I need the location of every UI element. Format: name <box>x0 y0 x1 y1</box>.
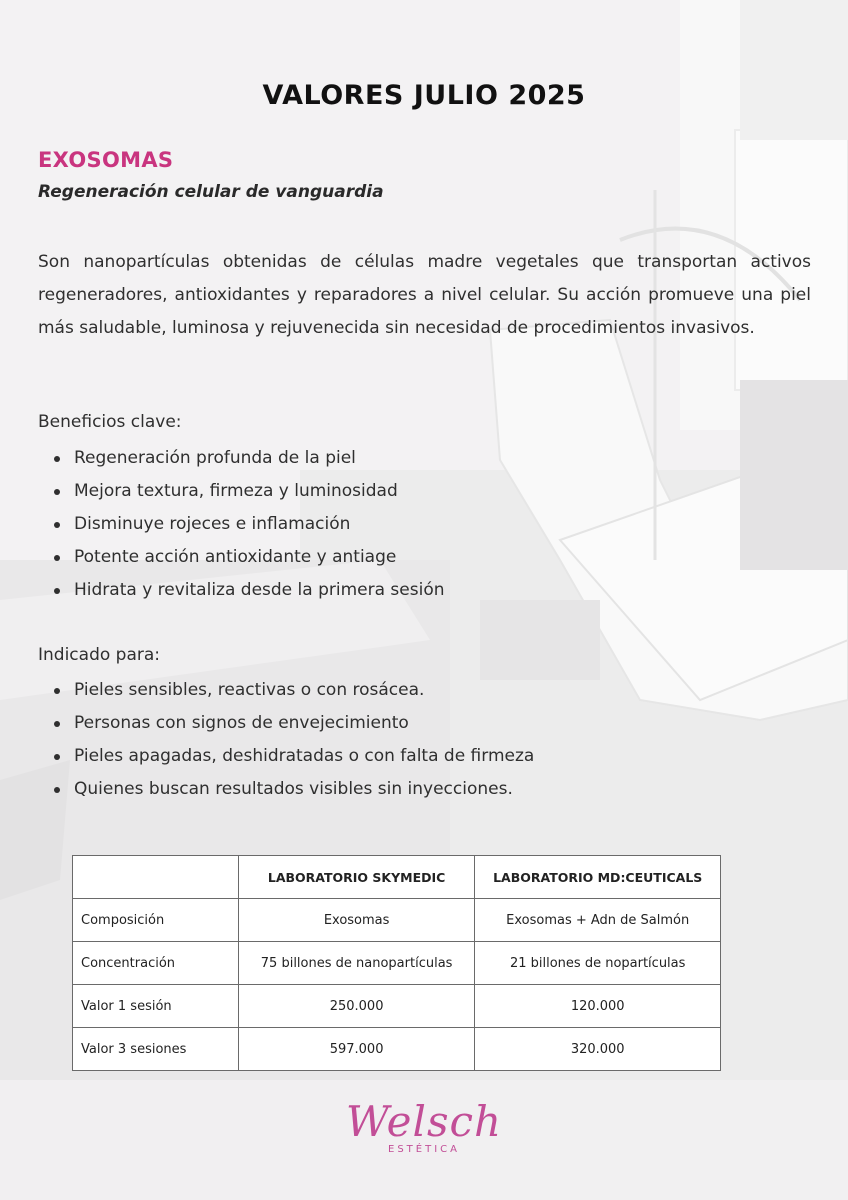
table-cell: 320.000 <box>475 1028 721 1071</box>
bullet-icon <box>54 522 60 528</box>
table-cell: Exosomas + Adn de Salmón <box>475 899 721 942</box>
logo-wordmark: Welsch <box>345 1097 503 1146</box>
price-table <box>72 855 721 1071</box>
bullet-icon <box>54 555 60 561</box>
list-item <box>52 475 445 508</box>
table-cell: 21 billones de nopartículas <box>475 942 721 985</box>
table-header-skymedic: LABORATORIO SKYMEDIC <box>238 856 475 899</box>
list-item-text: Pieles sensibles, reactivas o con rosácea. <box>74 680 425 700</box>
section-title: EXOSOMAS <box>38 148 174 172</box>
benefits-heading: Beneficios clave: <box>38 412 182 432</box>
page-title: VALORES JULIO 2025 <box>262 80 586 111</box>
list-item <box>52 508 445 541</box>
intro-paragraph: Son nanopartículas obtenidas de células madre vegetales que transportan activos regeneradores, antioxidantes y reparadores a nivel celular. Su acción promueve una piel más saludable, luminosa y rejuvenecida sin necesidad de procedimientos invasivos. <box>38 252 811 338</box>
table-header-row <box>73 856 721 899</box>
table-cell: 597.000 <box>238 1028 475 1071</box>
table-cell: 75 billones de nanopartículas <box>238 942 475 985</box>
list-item <box>52 740 534 773</box>
list-item <box>52 541 445 574</box>
bullet-icon <box>54 754 60 760</box>
list-item <box>52 442 445 475</box>
brand-logo <box>0 1098 848 1155</box>
row-label: Concentración <box>73 942 239 985</box>
table-row <box>73 985 721 1028</box>
list-item-text: Personas con signos de envejecimiento <box>74 713 409 733</box>
bullet-icon <box>54 721 60 727</box>
list-item <box>52 574 445 607</box>
list-item-text: Mejora textura, firmeza y luminosidad <box>74 481 398 501</box>
row-label: Valor 3 sesiones <box>73 1028 239 1071</box>
bullet-icon <box>54 588 60 594</box>
table-cell: 120.000 <box>475 985 721 1028</box>
indicated-heading: Indicado para: <box>38 645 161 665</box>
list-item-text: Hidrata y revitaliza desde la primera sesión <box>74 580 445 600</box>
table-cell: 250.000 <box>238 985 475 1028</box>
list-item <box>52 707 534 740</box>
list-item-text: Quienes buscan resultados visibles sin inyecciones. <box>74 779 513 799</box>
list-item-text: Potente acción antioxidante y antiage <box>74 547 397 567</box>
list-item <box>52 773 534 806</box>
bullet-icon <box>54 456 60 462</box>
indicated-list <box>52 674 534 806</box>
table-header-mdceuticals: LABORATORIO MD:CEUTICALS <box>475 856 721 899</box>
list-item-text: Pieles apagadas, deshidratadas o con falta de firmeza <box>74 746 535 766</box>
list-item-text: Regeneración profunda de la piel <box>74 448 356 468</box>
list-item-text: Disminuye rojeces e inflamación <box>74 514 351 534</box>
table-row <box>73 1028 721 1071</box>
list-item <box>52 674 534 707</box>
logo-subtitle: ESTÉTICA <box>388 1144 460 1155</box>
table-row <box>73 899 721 942</box>
bullet-icon <box>54 688 60 694</box>
row-label: Composición <box>73 899 239 942</box>
benefits-list <box>52 442 445 607</box>
bullet-icon <box>54 489 60 495</box>
row-label: Valor 1 sesión <box>73 985 239 1028</box>
table-row <box>73 942 721 985</box>
table-header-empty <box>73 856 239 899</box>
bullet-icon <box>54 787 60 793</box>
table-cell: Exosomas <box>238 899 475 942</box>
section-subtitle: Regeneración celular de vanguardia <box>38 182 384 202</box>
